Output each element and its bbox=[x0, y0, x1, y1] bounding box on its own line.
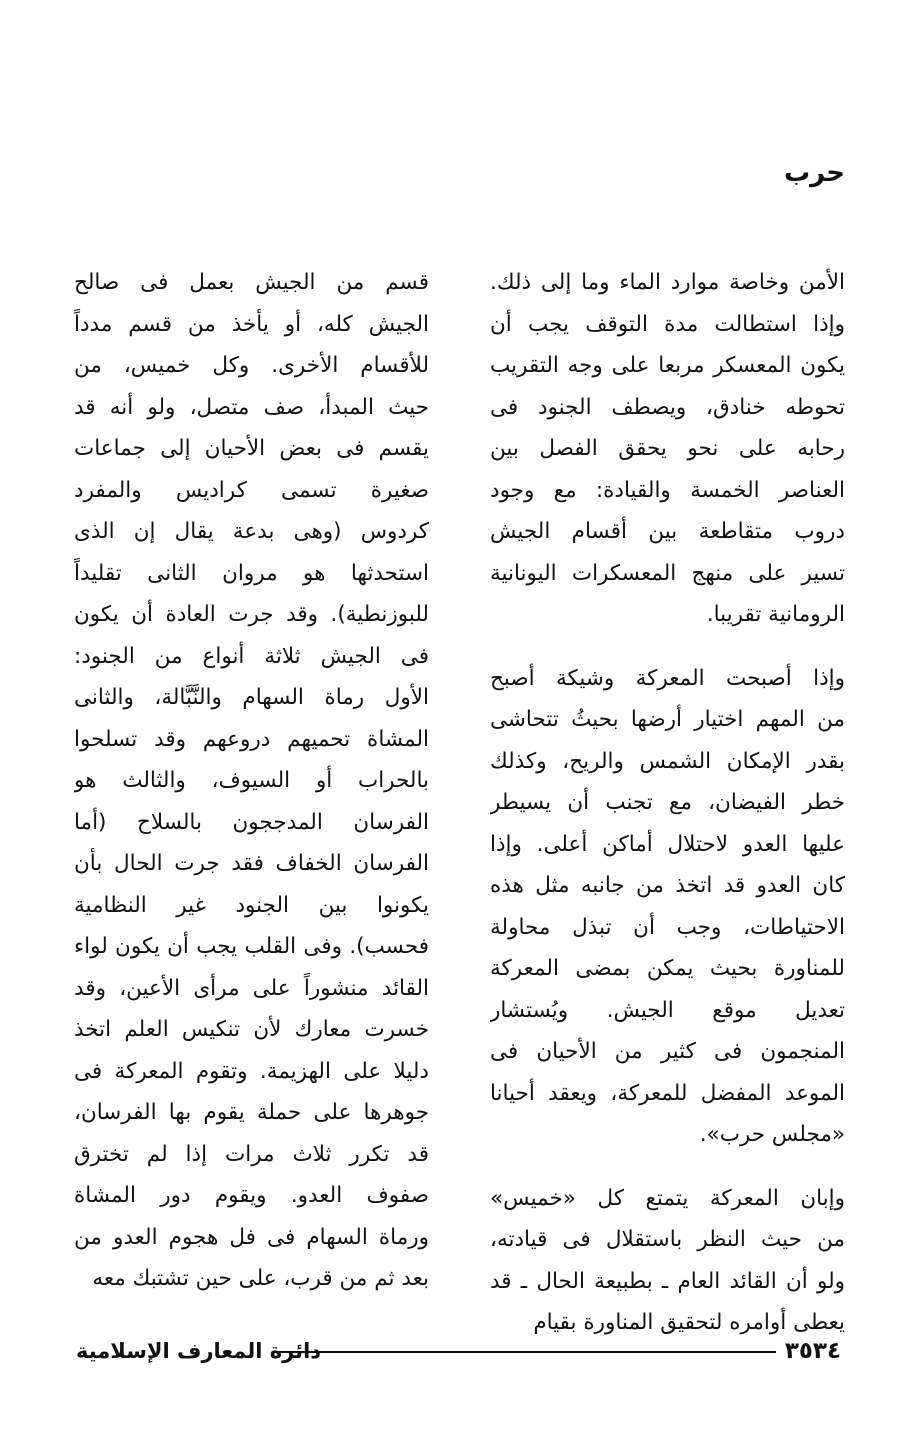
paragraph bbox=[490, 658, 845, 1156]
text-line: الفرسان المدججون بالسلاح (أما bbox=[74, 809, 429, 835]
text-line: دليلا على الهزيمة. وتقوم المعركة فى bbox=[74, 1058, 429, 1084]
text-line: القائد منشوراً على مرأى الأعين، وقد bbox=[74, 975, 429, 1001]
text-line: بعد ثم من قرب، على حين تشتبك معه bbox=[92, 1266, 429, 1291]
text-line: تسير على منهج المعسكرات اليونانية bbox=[490, 560, 845, 586]
text-line: بالحراب أو السيوف، والثالث هو bbox=[74, 768, 429, 793]
text-line: المشاة تحميهم دروعهم وقد تسلحوا bbox=[74, 726, 429, 752]
text-line: العناصر الخمسة والقيادة: مع وجود bbox=[490, 477, 845, 503]
text-line: للمناورة بحيث يمكن بمضى المعركة bbox=[490, 956, 845, 981]
text-line: يكون المعسكر مربعا على وجه التقريب bbox=[490, 353, 845, 378]
text-line: صفوف العدو. ويقوم دور المشاة bbox=[74, 1183, 429, 1208]
text-line: يقسم فى بعض الأحيان إلى جماعات bbox=[74, 436, 429, 461]
text-line: خطر الفيضان، مع تجنب أن يسيطر bbox=[490, 790, 845, 815]
paragraph bbox=[74, 262, 429, 1300]
text-line: صغيرة تسمى كراديس والمفرد bbox=[74, 477, 429, 503]
text-line: فحسب). وفى القلب يجب أن يكون لواء bbox=[74, 934, 429, 959]
text-line: للبوزنطية). وقد جرت العادة أن يكون bbox=[74, 602, 429, 627]
text-line: خسرت معارك لأن تنكيس العلم اتخذ bbox=[74, 1017, 429, 1042]
text-line: جوهرها على حملة يقوم بها الفرسان، bbox=[74, 1100, 429, 1125]
text-line: الأمن وخاصة موارد الماء وما إلى ذلك. bbox=[490, 270, 845, 295]
text-line: رحابه على نحو يحقق الفصل بين bbox=[490, 436, 845, 461]
text-line: وإذا أصبحت المعركة وشيكة أصبح bbox=[490, 665, 845, 691]
text-line: قد تكرر ثلاث مرات إذا لم تخترق bbox=[74, 1141, 429, 1167]
text-line: من حيث النظر باستقلال فى قيادته، bbox=[490, 1227, 845, 1252]
text-line: استحدثها هو مروان الثانى تقليداً bbox=[74, 560, 429, 586]
text-line: كان العدو قد اتخذ من جانبه مثل هذه bbox=[490, 873, 845, 898]
text-line: المنجمون فى كثير من الأحيان فى bbox=[490, 1039, 845, 1064]
left-text-column bbox=[74, 262, 429, 1322]
text-line: للأقسام الأخرى. وكل خميس، من bbox=[74, 353, 429, 378]
text-line: حيث المبدأ، صف متصل، ولو أنه قد bbox=[74, 394, 429, 420]
paragraph bbox=[490, 262, 845, 636]
text-line: الموعد المفضل للمعركة، ويعقد أحيانا bbox=[490, 1080, 845, 1106]
text-line: من المهم اختيار أرضها بحيثُ تتحاشى bbox=[490, 707, 845, 732]
text-line: تعديل موقع الجيش. ويُستشار bbox=[490, 997, 845, 1023]
text-line: الاحتياطات، وجب أن تبذل محاولة bbox=[490, 914, 845, 940]
footer-divider bbox=[278, 1351, 776, 1353]
text-line: ورماة السهام فى فل هجوم العدو من bbox=[74, 1224, 429, 1250]
page-footer bbox=[0, 1336, 903, 1366]
text-line: الفرسان الخفاف فقد جرت الحال بأن bbox=[74, 851, 429, 876]
text-line: الرومانية تقريبا. bbox=[706, 602, 845, 627]
text-line: وإذا استطالت مدة التوقف يجب أن bbox=[490, 311, 845, 337]
paragraph bbox=[490, 1178, 845, 1344]
text-line: الجيش كله، أو يأخذ من قسم مدداً bbox=[74, 311, 429, 337]
text-line: فى الجيش ثلاثة أنواع من الجنود: bbox=[74, 643, 429, 669]
text-line: «مجلس حرب». bbox=[699, 1122, 845, 1147]
text-line: دروب متقاطعة بين أقسام الجيش bbox=[490, 519, 845, 544]
text-line: ولو أن القائد العام ـ بطبيعة الحال ـ قد bbox=[490, 1268, 845, 1294]
text-line: عليها العدو لاحتلال أماكن أعلى. وإذا bbox=[490, 831, 845, 857]
running-header: حرب bbox=[783, 158, 845, 188]
text-line: كردوس (وهى بدعة يقال إن الذى bbox=[74, 519, 429, 544]
text-line: تحوطه خنادق، ويصطف الجنود فى bbox=[490, 394, 845, 420]
text-line: بقدر الإمكان الشمس والريح، وكذلك bbox=[490, 748, 845, 774]
right-text-column bbox=[490, 262, 845, 1366]
text-line: يكونوا بين الجنود غير النظامية bbox=[74, 892, 429, 918]
publication-title: دائرة المعارف الإسلامية bbox=[76, 1339, 322, 1363]
text-line: الأول رماة السهام والنَّبَّالة، والثانى bbox=[74, 685, 429, 710]
text-line: قسم من الجيش بعمل فى صالح bbox=[74, 270, 429, 295]
page-number: ٣٥٣٤ bbox=[784, 1338, 841, 1364]
text-line: يعطى أوامره لتحقيق المناورة بقيام bbox=[533, 1310, 845, 1335]
text-line: وإبان المعركة يتمتع كل «خميس» bbox=[490, 1185, 845, 1211]
